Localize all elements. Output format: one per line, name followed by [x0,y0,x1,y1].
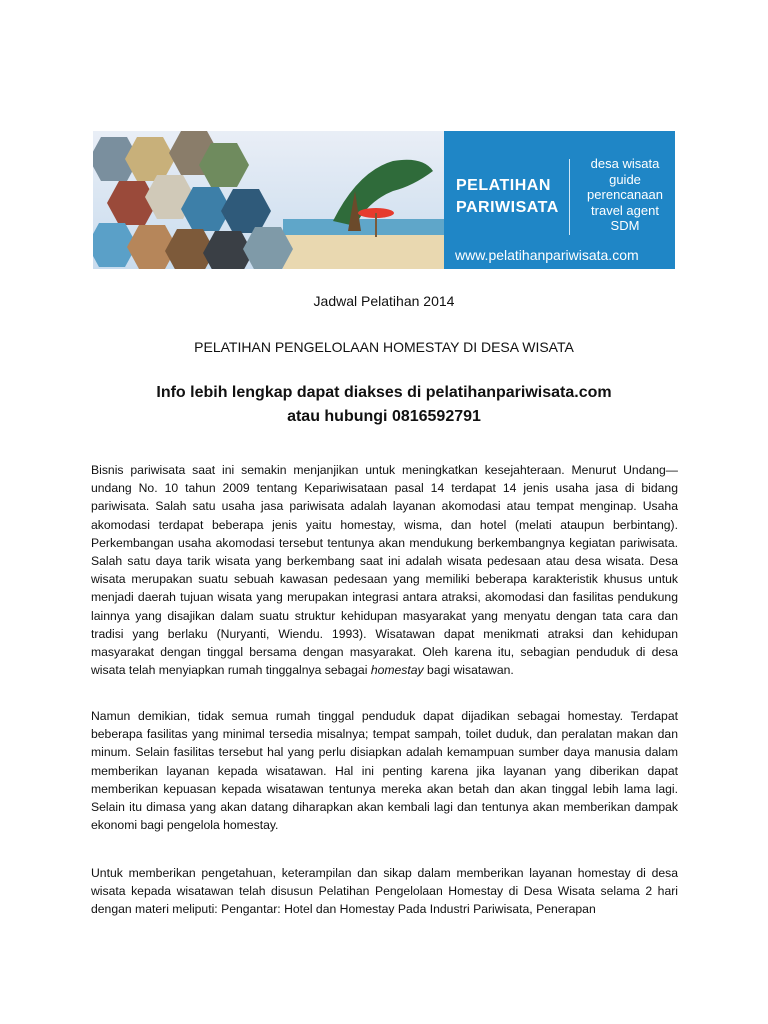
paragraph-intro-text: Bisnis pariwisata saat ini semakin menjanjikan untuk meningkatkan kesejahteraan. Menurut Undang—undang No. 10 tahun 2009 tentang Kepariwisataan pasal 14 terdapat 14 jenis usaha jasa di bidang pariwisata. Salah satu usaha jasa pariwisata adalah layanan akomodasi atau tempat menginap. Usaha akomodasi terdapat beberapa jenis yaitu homestay, wisma, dan hotel (melati ataupun berbintang). Perkembangan usaha akomodasi tersebut tentunya akan mendukung berkembangnya kegiatan pariwisata. Salah satu daya tarik wisata yang berkembang saat ini adalah wisata pedesaan atau desa wisata. Desa wisata merupakan suatu sebuah kawasan pedesaan yang memiliki beberapa karakteristik khusus untuk menjadi daerah tujuan wisata yang merupakan integrasi antara atraksi, akomodasi dan fasilitas pendukung lainnya yang disajikan dalam suatu struktur kehidupan masyarakat yang menyatu dengan tata cara dan tradisi yang berlaku (Nuryanti, Wiendu. 1993). Wisatawan dapat menikmati atraksi dan kehidupan masyarakat dengan tinggal bersama dengan masyarakat. Oleh karena itu, sebagian penduduk di desa wisata telah menyiapkan rumah tinggalnya sebagai [91,463,678,678]
paragraph-facilities: Namun demikian, tidak semua rumah tinggal penduduk dapat dijadikan sebagai homestay. Terdapat beberapa fasilitas yang minimal tersedia misalnya; tempat sampah, toilet duduk, dan peralatan makan dan minum. Selain fasilitas tersebut hal yang perlu disiapkan adalah kemampuan sumber daya manusia dalam memberikan layanan kepada wisatawan. Hal ini penting karena jika layanan yang diberikan dapat memberikan kepuasan kepada wisatawan tentunya mereka akan betah dan akan tinggal lebih lama lagi. Selain itu dimasa yang akan datang diharapkan akan kembali lagi dan tentunya akan memberikan dampak ekonomi bagi pengelola homestay. [91,709,678,833]
paragraph-intro-end: bagi wisatawan. [427,663,514,678]
banner-url: www.pelatihanpariwisata.com [455,247,639,263]
service-item: travel agent [591,202,659,218]
info-line-phone: atau hubungi 0816592791 [287,408,481,425]
service-item: desa wisata [590,156,660,171]
course-title: PELATIHAN PENGELOLAAN HOMESTAY DI DESA WISATA [194,339,574,355]
brand-line-2: PARIWISATA [456,199,559,216]
schedule-title: Jadwal Pelatihan 2014 [313,293,455,309]
brand-line-1: PELATIHAN [456,177,551,194]
service-item: guide [609,171,641,187]
emphasis-homestay: homestay [370,663,424,678]
info-block [0,381,768,429]
info-line-website: Info lebih lengkap dapat diakses di pelatihanpariwisata.com [156,384,612,401]
brand-name [456,175,559,219]
paragraph-intro [91,461,678,679]
service-item: perencanaan [587,187,663,202]
service-item: SDM [610,218,640,233]
header-banner [93,131,675,269]
service-list [575,156,675,234]
paragraph-training: Untuk memberikan pengetahuan, keterampilan dan sikap dalam memberikan layanan homestay di desa wisata kepada wisatawan telah disusun Pelatihan Pengelolaan Homestay di Desa Wisata selama 2 hari dengan materi meliputi: Pengantar: Hotel dan Homestay Pada Industri Pariwisata, Penerapan [91,866,678,917]
brand-divider [569,159,570,235]
